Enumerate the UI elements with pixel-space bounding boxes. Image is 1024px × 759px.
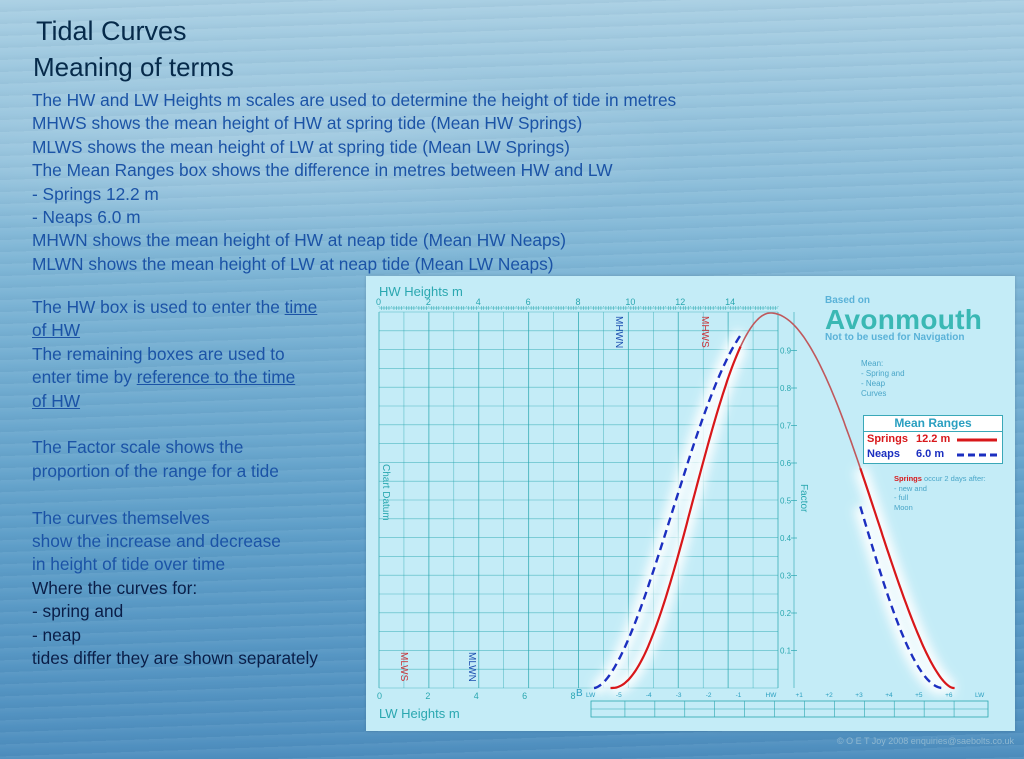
mean-note-line: - Spring and	[861, 369, 905, 378]
port-brand	[825, 295, 982, 343]
hw-tick-label: 10	[625, 297, 636, 307]
copyright: © O E T Joy 2008 enquiries@saebolts.co.uk	[836, 736, 1014, 746]
b-label: B	[576, 688, 583, 699]
intro-line: MHWN shows the mean height of HW at neap tide (Mean HW Neaps)	[32, 230, 567, 251]
mean-note-line: Mean:	[861, 359, 884, 368]
intro-line: MLWS shows the mean height of LW at spring tide (Mean LW Springs)	[32, 136, 570, 157]
time-tick-label: -2	[705, 692, 712, 699]
hw-tick-label: 6	[525, 297, 531, 307]
mean-ranges-box	[863, 415, 1003, 464]
intro-line: MLWN shows the mean height of LW at neap tide (Mean LW Neaps)	[32, 253, 554, 274]
hw-tick-label: 4	[475, 297, 481, 307]
mlwn-marker: MLWN	[466, 652, 477, 682]
factor-tick-label: 0.6	[780, 459, 792, 468]
mean-note-line: Curves	[861, 389, 887, 398]
time-tick-label: -1	[735, 692, 742, 699]
time-tick-label: +4	[885, 692, 893, 699]
factor-text: proportion of the range for a tide	[32, 460, 279, 481]
page-subtitle: Meaning of terms	[33, 52, 234, 82]
intro-line: The Mean Ranges box shows the difference in metres between HW and LW	[32, 160, 613, 181]
neaps-row	[864, 447, 1002, 462]
intro-line: MHWS shows the mean height of HW at spring tide (Mean HW Springs)	[32, 113, 583, 134]
curves-text: show the increase and decrease	[32, 531, 281, 552]
curves-text: in height of tide over time	[32, 554, 226, 575]
hw-heights-label: HW Heights m	[379, 284, 463, 299]
hw-tick-label: 12	[675, 297, 686, 307]
mlws-marker: MLWS	[398, 652, 409, 682]
explanation-column	[32, 296, 318, 670]
nav-warning: Not to be used for Navigation	[825, 332, 965, 343]
neaps-label: Neaps	[867, 448, 901, 460]
mhwn-marker: MHWN	[613, 316, 624, 349]
remaining-text	[32, 390, 318, 413]
time-tick-label: -4	[645, 692, 652, 699]
neap-item: - neap	[32, 624, 82, 645]
hw-tick-label: 0	[376, 297, 382, 307]
time-tick-label: -5	[615, 692, 622, 699]
curve-halo	[594, 333, 742, 688]
based-on-label: Based on	[825, 295, 871, 306]
intro-line: The HW and LW Heights m scales are used to determine the height of tide in metres	[32, 90, 677, 110]
hw-box-text	[32, 319, 318, 342]
mhws-marker: MHWS	[699, 316, 710, 348]
neaps-value: 6.0 m	[916, 448, 945, 460]
remaining-text	[32, 366, 318, 389]
spring-note-line: Moon	[894, 502, 913, 512]
hw-tick-label: 14	[725, 297, 736, 307]
time-entry-boxes	[591, 701, 988, 717]
mean-ranges-title: Mean Ranges	[864, 416, 1002, 432]
factor-tick-label: 0.2	[780, 609, 792, 618]
reference-link[interactable]: reference to the time	[136, 367, 296, 388]
chart-datum-label: Chart Datum	[380, 464, 391, 521]
mean-note	[861, 359, 905, 399]
reference-link-2[interactable]: of HW	[32, 390, 81, 411]
spring-occurrence-note	[894, 474, 986, 512]
time-tick-label: LW	[586, 692, 596, 699]
factor-tick-label: 0.9	[780, 346, 792, 356]
lw-tick-label: 2	[425, 691, 431, 701]
spring-note-line: - full	[894, 493, 909, 502]
hw-box-text-a: The HW box is used to enter the	[32, 297, 285, 317]
factor-tick-label: 0.3	[780, 571, 792, 581]
spring-note-rest: occur 2 days after:	[921, 474, 986, 483]
factor-tick-label: 0.8	[780, 384, 792, 393]
springs-value: 12.2 m	[916, 433, 951, 445]
where-text: Where the curves for:	[32, 577, 198, 598]
time-tick-label: HW	[765, 692, 777, 699]
time-tick-label: +2	[825, 692, 833, 699]
time-tick-label: +3	[855, 692, 863, 699]
time-tick-label: +6	[945, 692, 953, 699]
factor-label: Factor	[798, 484, 809, 513]
springs-word: Springs	[894, 474, 922, 483]
hw-tick-label: 2	[425, 297, 431, 307]
remaining-text: The remaining boxes are used to	[32, 343, 285, 364]
lw-tick-label: 0	[377, 691, 383, 701]
factor-tick-label: 0.1	[780, 646, 792, 656]
springs-row	[864, 432, 1002, 447]
spring-note-line: - new and	[894, 483, 927, 493]
time-tick-label: +1	[795, 692, 803, 699]
factor-tick-label: 0.4	[780, 534, 792, 543]
time-of-hw-link[interactable]: time	[284, 297, 318, 317]
remaining-text-b: enter time by	[32, 367, 137, 388]
time-tick-label: +5	[915, 692, 923, 699]
factor-tick-label: 0.5	[780, 496, 792, 506]
intro-line: - Springs 12.2 m	[32, 183, 159, 204]
factor-tick-label: 0.7	[780, 421, 792, 431]
lw-tick-label: 4	[473, 691, 479, 701]
tidal-curve-chart	[366, 276, 1015, 731]
time-tick-label: LW	[975, 692, 985, 699]
hw-box-text	[32, 296, 318, 319]
lw-tick-label: 6	[522, 691, 528, 701]
intro-line: - Neaps 6.0 m	[32, 207, 141, 228]
springs-label: Springs	[867, 433, 908, 445]
springs-line-sample	[957, 438, 997, 442]
intro-text	[32, 89, 676, 276]
hw-tick-label: 8	[575, 297, 581, 307]
port-name: Avonmouth	[825, 304, 983, 335]
mean-note-line: - Neap	[861, 379, 886, 388]
neaps-line-sample	[957, 453, 997, 457]
differ-text: tides differ they are shown separately	[32, 648, 318, 669]
page-title: Tidal Curves	[36, 16, 187, 46]
spring-item: - spring and	[32, 601, 124, 622]
factor-text: The Factor scale shows the	[32, 437, 244, 458]
time-tick-label: -3	[675, 692, 682, 699]
curves-text: The curves themselves	[32, 507, 210, 528]
lw-tick-label: 8	[570, 691, 576, 701]
of-hw-link[interactable]: of HW	[32, 320, 81, 341]
lw-heights-label: LW Heights m	[379, 706, 460, 721]
